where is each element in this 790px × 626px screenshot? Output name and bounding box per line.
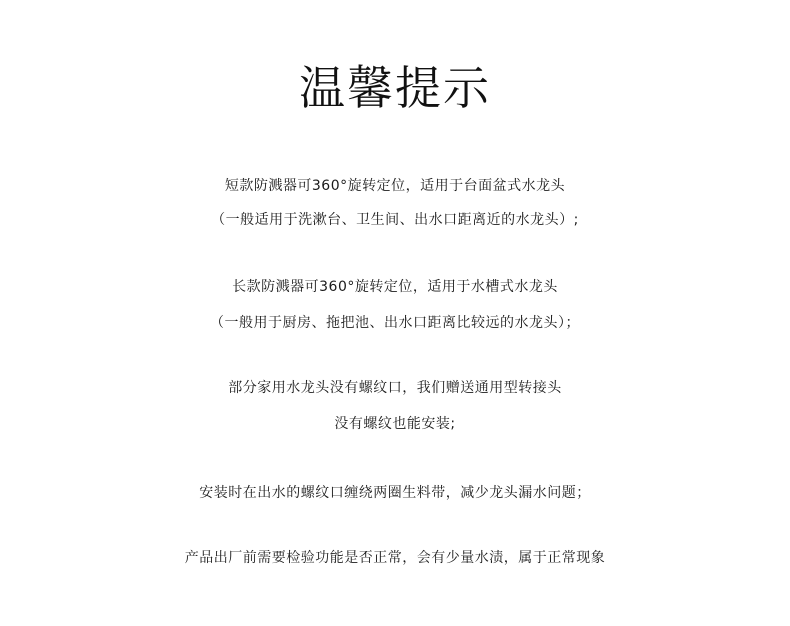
notice-short-splash-guard: 短款防溅器可360°旋转定位，适用于台面盆式水龙头 [224, 178, 566, 194]
notice-short-splash-guard-detail: （一般适用于洗漱台、卫生间、出水口距离近的水龙头）; [211, 212, 579, 228]
notice-adapter: 部分家用水龙头没有螺纹口，我们赠送通用型转接头 [228, 380, 562, 396]
notice-long-splash-guard-detail: （一般用于厨房、拖把池、出水口距离比较远的水龙头）； [210, 315, 580, 331]
notice-adapter-detail: 没有螺纹也能安装; [334, 416, 456, 432]
notice-factory-inspection: 产品出厂前需要检验功能是否正常，会有少量水渍，属于正常现象 [184, 550, 606, 566]
page-title: 温馨提示 [299, 61, 491, 115]
notice-installation-tape: 安装时在出水的螺纹口缠绕两圈生料带，减少龙头漏水问题； [199, 485, 591, 501]
notice-long-splash-guard: 长款防溅器可360°旋转定位，适用于水槽式水龙头 [232, 279, 558, 295]
